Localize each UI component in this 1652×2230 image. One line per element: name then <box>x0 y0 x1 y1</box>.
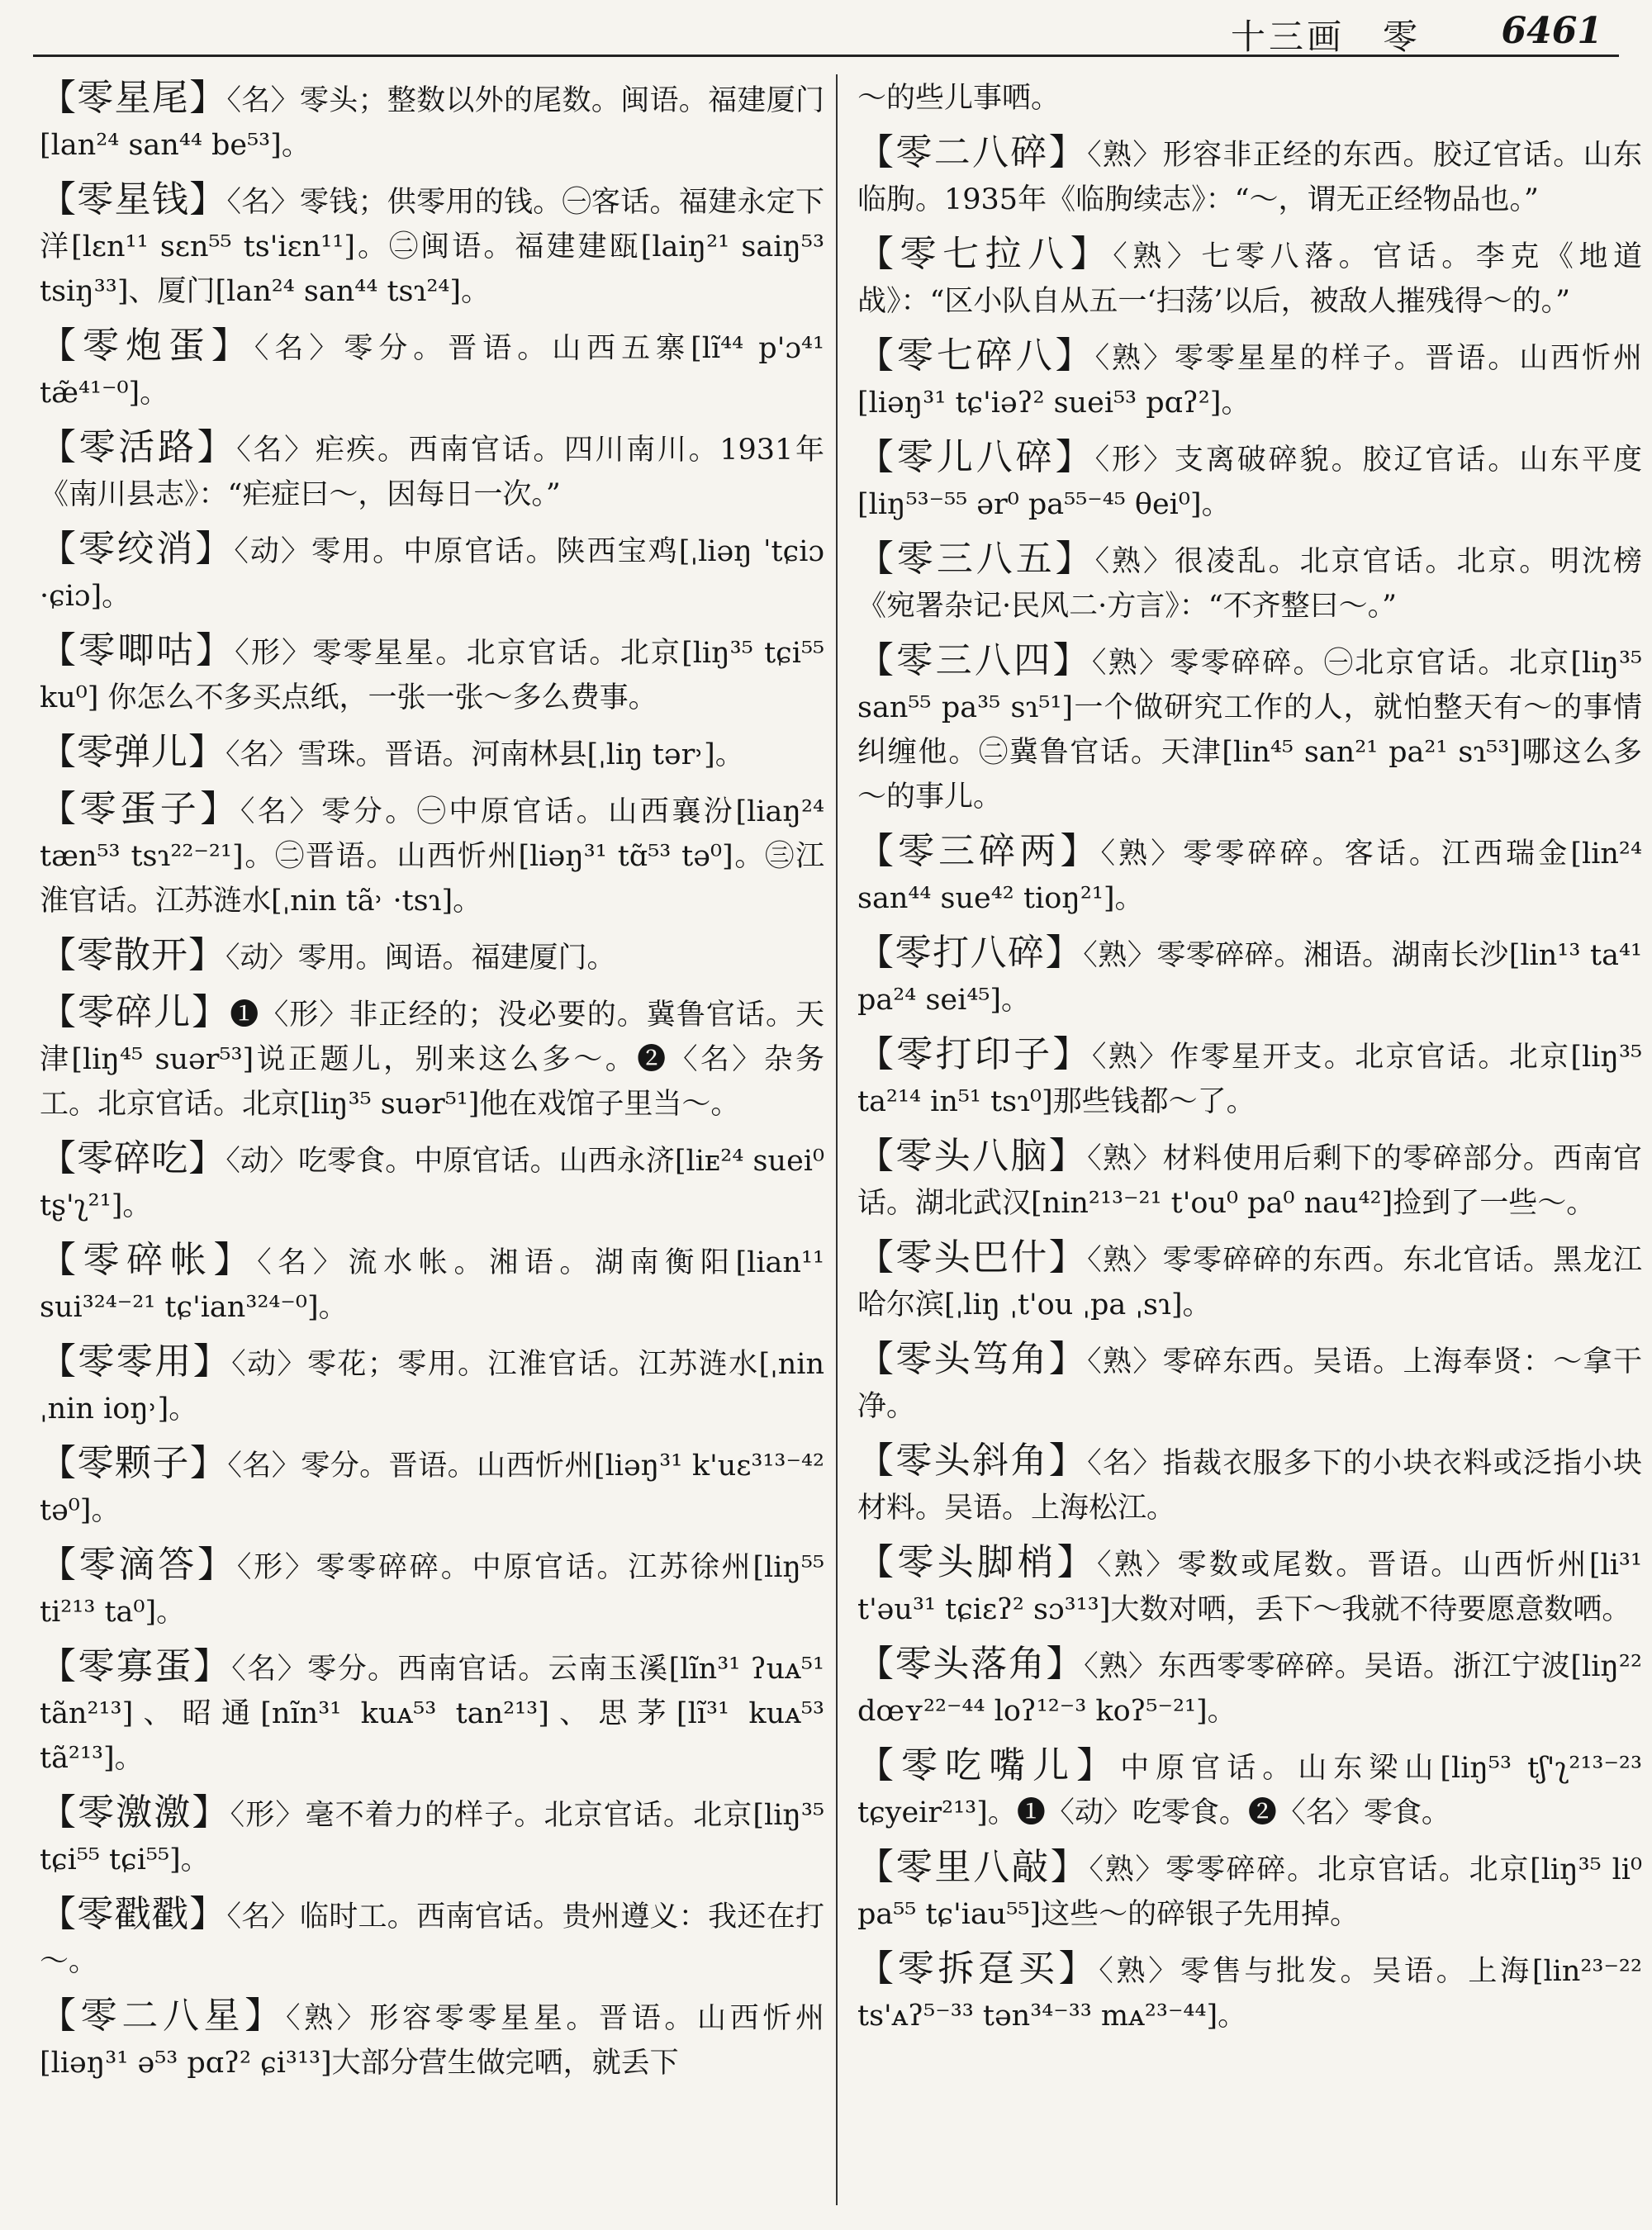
dictionary-entry <box>857 1236 1642 1327</box>
entry-headword: 【零星尾】 <box>40 77 227 119</box>
dictionary-entry <box>857 1337 1642 1429</box>
entry-headword: 【零绞消】 <box>40 528 235 570</box>
dictionary-entry <box>40 76 824 168</box>
entry-headword: 【零二八星】 <box>40 1995 286 2037</box>
dictionary-entry <box>40 1136 824 1228</box>
dictionary-entry <box>40 629 824 720</box>
entry-definition: 〈熟〉零零碎碎。㊀北京官话。北京[liŋ³⁵ san⁵⁵ pa³⁵ sɿ⁵¹]一个做研究工作的人，就怕整天有～的事情纠缠他。㊁冀鲁官话。天津[lin⁴⁵ san²¹ pa²¹ sɿ⁵³]哪这么多～的事儿。 <box>857 647 1642 814</box>
entry-definition: 〈动〉零用。中原官话。陕西宝鸡[ˌliəŋ ˈtɕiɔ ·ɕiɔ]。 <box>40 535 824 613</box>
entry-headword: 【零滴答】 <box>40 1544 237 1586</box>
entry-headword: 【零七拉八】 <box>857 233 1113 275</box>
dictionary-entry <box>857 334 1642 425</box>
entry-definition: 中原官话。山东梁山[liŋ⁵³ tʃ'ʅ²¹³⁻²³ tɕyeir²¹³]。❶〈动〉吃零食。❷〈名〉零食。 <box>857 1752 1642 1829</box>
entry-headword: 【零弹儿】 <box>40 731 225 773</box>
entry-definition: 〈形〉零零碎碎。中原官话。江苏徐州[liŋ⁵⁵ ti²¹³ ta⁰]。 <box>40 1551 824 1629</box>
entry-headword: 【零碎帐】 <box>40 1239 258 1281</box>
dictionary-entry <box>40 527 824 619</box>
dictionary-entry <box>40 1892 824 1984</box>
entry-definition: 〈动〉零花；零用。江淮官话。江苏涟水[ˌnin ˌnin ioŋ˒]。 <box>40 1348 824 1426</box>
dictionary-entry <box>857 537 1642 629</box>
entry-definition: 〈熟〉形容非正经的东西。胶辽官话。山东临朐。1935年《临朐续志》：“～，谓无正经物品也。” <box>857 139 1642 216</box>
page-number: 6461 <box>1501 10 1602 52</box>
entry-definition: 〈名〉零头；整数以外的尾数。闽语。福建厦门[lan²⁴ san⁴⁴ be⁵³]。 <box>40 84 824 162</box>
dictionary-entry <box>857 931 1642 1022</box>
entry-headword: 【零碎儿】 <box>40 991 230 1033</box>
entry-definition: 〈形〉零零星星。北京官话。北京[liŋ³⁵ tɕi⁵⁵ ku⁰] 你怎么不多买点纸，一张一张～多么费事。 <box>40 637 824 714</box>
entry-definition: 〈熟〉零碎东西。吴语。上海奉贤：～拿干净。 <box>857 1345 1642 1423</box>
entry-definition: 〈形〉毫不着力的样子。北京官话。北京[liŋ³⁵ tɕi⁵⁵ tɕi⁵⁵]。 <box>40 1799 824 1877</box>
entry-definition: 〈熟〉零数或尾数。晋语。山西忻州[li³¹ t'əu³¹ tɕiɛʔ² sɔ³¹³]大数对哂，丢下～我就不待要愿意数哂。 <box>857 1549 1642 1626</box>
dictionary-entry <box>40 1644 824 1781</box>
dictionary-entry <box>857 1032 1642 1124</box>
entry-headword: 【零蛋子】 <box>40 788 240 830</box>
entry-definition: 〈名〉临时工。西南官话。贵州遵义：我还在打～。 <box>40 1900 824 1978</box>
entry-headword: 【零三碎两】 <box>857 830 1101 872</box>
dictionary-entry <box>40 1543 824 1635</box>
entry-definition: 〈形〉支离破碎貌。胶辽官话。山东平度[liŋ⁵³⁻⁵⁵ ər⁰ pa⁵⁵⁻⁴⁵ θei⁰]。 <box>857 444 1642 521</box>
entry-definition: 〈名〉流水帐。湘语。湖南衡阳[lian¹¹ sui³²⁴⁻²¹ tɕ'ian³²⁴⁻⁰]。 <box>40 1246 824 1324</box>
page-header <box>0 0 1652 58</box>
dictionary-entry <box>40 787 824 923</box>
entry-definition: 〈动〉零用。闽语。福建厦门。 <box>225 942 616 975</box>
dictionary-entry <box>857 1744 1642 1835</box>
column-divider <box>836 74 838 2205</box>
entry-headword: 【零星钱】 <box>40 178 227 221</box>
entry-headword: 【零打八碎】 <box>857 932 1084 974</box>
entry-definition: 〈名〉零分。西南官话。云南玉溪[lĩn³¹ ʔuᴀ⁵¹ tãn²¹³]、昭通[nĩn³¹ kuᴀ⁵³ tan²¹³]、思茅[lĩ³¹ kuᴀ⁵³ tã²¹³]。 <box>40 1653 824 1775</box>
entry-headword: 【零零用】 <box>40 1340 232 1383</box>
entry-definition: 〈名〉零钱；供零用的钱。㊀客话。福建永定下洋[lɛn¹¹ sɛn⁵⁵ ts'iɛn¹¹]。㊁闽语。福建建瓯[laiŋ²¹ saiŋ⁵³ tsiŋ³³]、厦门[lan²⁴ san⁴⁴ tsɿ²⁴]。 <box>40 186 824 308</box>
dictionary-entry <box>857 1845 1642 1937</box>
entry-headword: 【零头脚梢】 <box>857 1541 1098 1583</box>
entry-headword: 【零里八敲】 <box>857 1846 1089 1888</box>
entry-headword: 【零吃嘴儿】 <box>857 1744 1121 1786</box>
entry-definition: 〈名〉零分。晋语。山西忻州[liəŋ³¹ k'uɛ³¹³⁻⁴² tə⁰]。 <box>40 1450 824 1527</box>
dictionary-entry <box>40 1994 824 2085</box>
entry-definition: 〈熟〉零零碎碎。北京官话。北京[liŋ³⁵ li⁰ pa⁵⁵ tɕ'iau⁵⁵]这些～的碎银子先用掉。 <box>857 1853 1642 1931</box>
entry-headword: 【零颗子】 <box>40 1442 228 1484</box>
entry-definition: 〈名〉指裁衣服多下的小块衣料或泛指小块材料。吴语。上海松江。 <box>857 1447 1642 1525</box>
dictionary-entry <box>40 1791 824 1882</box>
entry-headword: 【零三八四】 <box>857 639 1092 681</box>
entry-definition: 〈熟〉零售与批发。吴语。上海[lin²³⁻²² ts'ᴀʔ⁵⁻³³ tən³⁴⁻³³ mᴀ²³⁻⁴⁴]。 <box>857 1955 1642 2033</box>
header-rule <box>33 55 1619 57</box>
dictionary-entry <box>40 1441 824 1533</box>
entry-headword: 【零头巴什】 <box>857 1236 1088 1279</box>
entry-headword: 【零头笃角】 <box>857 1338 1088 1380</box>
entry-headword: 【零拆趸买】 <box>857 1948 1099 1990</box>
entry-headword: 【零散开】 <box>40 934 225 976</box>
dictionary-entry <box>40 933 824 980</box>
entry-headword: 【零打印子】 <box>857 1033 1092 1075</box>
entry-definition: 〈名〉零分。㊀中原官话。山西襄汾[liaŋ²⁴ tæn⁵³ tsɿ²²⁻²¹]。㊁晋语。山西忻州[liəŋ³¹ tɑ̃⁵³ tə⁰]。㊂江淮官话。江苏涟水[ˌnin tã˒ ·tsɿ]。 <box>40 795 824 918</box>
entry-definition: 〈熟〉很凌乱。北京官话。北京。明沈榜《宛署杂记·民风二·方言》：“不齐整曰～。” <box>857 545 1642 623</box>
entry-headword: 【零二八碎】 <box>857 131 1088 173</box>
entry-headword: 【零头斜角】 <box>857 1440 1088 1482</box>
dictionary-entry <box>857 1642 1642 1734</box>
entry-definition: 〈熟〉作零星开支。北京官话。北京[liŋ³⁵ ta²¹⁴ in⁵¹ tsɿ⁰]那些钱都～了。 <box>857 1041 1642 1118</box>
dictionary-entry <box>857 1439 1642 1530</box>
entry-headword: 【零激激】 <box>40 1791 230 1834</box>
dictionary-entry <box>857 638 1642 819</box>
left-column <box>40 76 824 2213</box>
dictionary-entry <box>857 130 1642 222</box>
dictionary-entry <box>857 435 1642 527</box>
entry-headword: 【零寡蛋】 <box>40 1645 232 1687</box>
dictionary-entry <box>857 1540 1642 1632</box>
entry-headword: 【零活路】 <box>40 426 237 468</box>
dictionary-entry <box>857 232 1642 324</box>
dictionary-entry <box>40 730 824 777</box>
entry-headword: 【零唧咕】 <box>40 629 235 671</box>
entry-definition: ～的些儿事哂。 <box>857 82 1061 115</box>
entry-headword: 【零三八五】 <box>857 538 1095 580</box>
entry-definition: 〈熟〉零零碎碎。客话。江西瑞金[lin²⁴ san⁴⁴ sue⁴² tioŋ²¹]。 <box>857 837 1642 915</box>
entry-definition: 〈熟〉零零星星的样子。晋语。山西忻州[liəŋ³¹ tɕ'iəʔ² suei⁵³ pɑʔ²]。 <box>857 342 1642 420</box>
entry-headword: 【零炮蛋】 <box>40 325 254 367</box>
entry-definition: 〈熟〉东西零零碎碎。吴语。浙江宁波[liŋ²² dœʏ²²⁻⁴⁴ loʔ¹²⁻³ koʔ⁵⁻²¹]。 <box>857 1650 1642 1728</box>
dictionary-entry <box>857 829 1642 921</box>
right-column <box>857 76 1642 2213</box>
dictionary-entry <box>40 425 824 517</box>
entry-definition: 〈名〉疟疾。西南官话。四川南川。1931年《南川县志》：“疟症曰～，因每日一次。” <box>40 434 824 511</box>
dictionary-entry <box>40 990 824 1127</box>
dictionary-entry <box>857 76 1642 121</box>
entry-definition: 〈名〉雪珠。晋语。河南林县[ˌliŋ tər˒]。 <box>225 738 744 771</box>
entry-definition: 〈熟〉零零碎碎的东西。东北官话。黑龙江哈尔滨[ˌliŋ ˌt'ou ˌpa ˌsɿ]。 <box>857 1244 1642 1321</box>
entry-definition: 〈熟〉形容零零星星。晋语。山西忻州[liəŋ³¹ ə⁵³ pɑʔ² ɕi³¹³]大部分营生做完哂，就丢下 <box>40 2002 824 2080</box>
entry-headword: 【零头落角】 <box>857 1643 1085 1685</box>
entry-definition: 〈熟〉材料使用后剩下的零碎部分。西南官话。湖北武汉[nin²¹³⁻²¹ t'ou⁰ pa⁰ nau⁴²]捡到了一些～。 <box>857 1142 1642 1220</box>
entry-headword: 【零儿八碎】 <box>857 436 1095 478</box>
dictionary-entry <box>40 1340 824 1431</box>
entry-definition: 〈名〉零分。晋语。山西五寨[lĩ⁴⁴ p'ɔ⁴¹ tæ̃⁴¹⁻⁰]。 <box>40 332 824 410</box>
entry-headword: 【零碎吃】 <box>40 1137 226 1179</box>
dictionary-entry <box>857 1134 1642 1226</box>
dictionary-entry <box>40 324 824 415</box>
entry-definition: 〈动〉吃零食。中原官话。山西永济[liᴇ²⁴ suei⁰ tʂ'ʅ²¹]。 <box>40 1145 824 1222</box>
entry-definition: 〈熟〉七零八落。官话。李克《地道战》：“区小队自从五一‘扫荡’以后，被敌人摧残得～的。” <box>857 240 1642 318</box>
entry-headword: 【零七碎八】 <box>857 334 1095 377</box>
entry-headword: 【零戳戳】 <box>40 1893 227 1935</box>
dictionary-entry <box>857 1947 1642 2038</box>
entry-definition: ❶〈形〉非正经的；没必要的。冀鲁官话。天津[liŋ⁴⁵ suər⁵³]说正题儿，别来这么多～。❷〈名〉杂务工。北京官话。北京[liŋ³⁵ suər⁵¹]他在戏馆子里当～。 <box>40 999 824 1121</box>
dictionary-entry <box>40 178 824 314</box>
section-heading: 十三画 零 <box>1230 17 1421 57</box>
entry-headword: 【零头八脑】 <box>857 1135 1088 1177</box>
entry-definition: 〈熟〉零零碎碎。湘语。湖南长沙[lin¹³ ta⁴¹ pa²⁴ sei⁴⁵]。 <box>857 939 1642 1017</box>
dictionary-entry <box>40 1238 824 1330</box>
